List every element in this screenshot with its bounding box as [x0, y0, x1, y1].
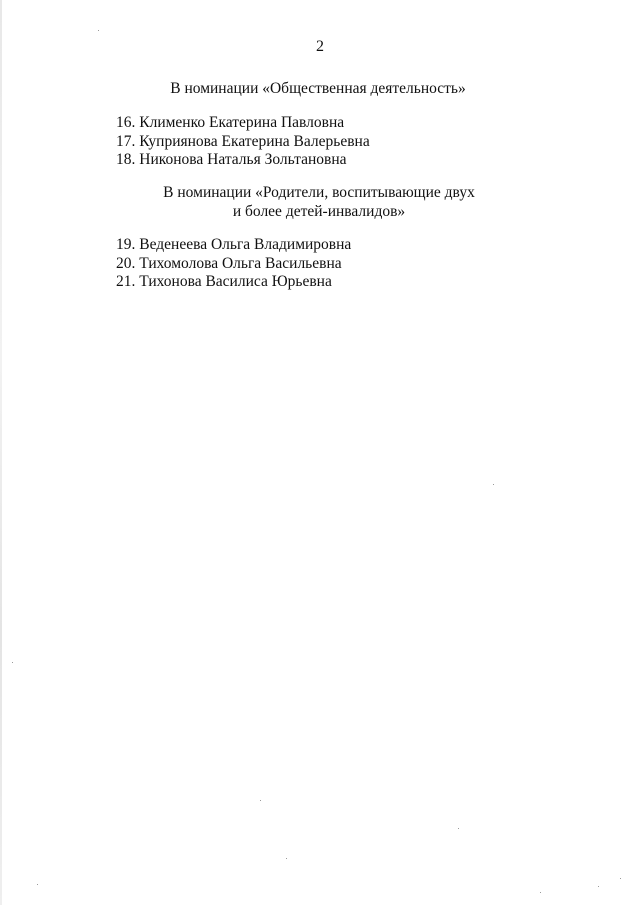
page-number: 2	[316, 38, 324, 55]
nominee-name: Куприянова Екатерина Валерьевна	[139, 132, 370, 150]
item-number: 16.	[116, 114, 136, 131]
nominee-list-parents	[116, 236, 351, 292]
scan-speck	[286, 858, 287, 859]
nominee-name: Веденеева Ольга Владимировна	[139, 236, 352, 253]
nomination-heading-public-activity	[0, 79, 638, 98]
list-item	[116, 273, 351, 292]
item-number: 17.	[116, 132, 136, 150]
scan-speck	[260, 800, 261, 801]
item-number: 18.	[116, 151, 136, 168]
scan-edge	[0, 0, 2, 905]
scan-speck	[98, 30, 99, 31]
scan-speck	[598, 886, 599, 887]
list-item	[116, 151, 370, 170]
heading-line: В номинации «Общественная деятельность»	[170, 80, 466, 97]
nominee-list-public-activity	[116, 114, 370, 170]
nominee-name: Никонова Наталья Зольтановна	[139, 151, 347, 168]
list-item	[116, 114, 370, 133]
heading-line: и более детей-инвалидов»	[232, 203, 406, 220]
item-number: 21.	[116, 273, 136, 290]
list-item	[116, 236, 351, 255]
item-number: 20.	[116, 254, 136, 272]
nominee-name: Тихонова Василиса Юрьевна	[139, 273, 332, 290]
item-number: 19.	[116, 236, 136, 253]
scan-speck	[620, 878, 621, 879]
scan-speck	[37, 884, 38, 885]
nomination-heading-parents	[0, 183, 639, 221]
nominee-name: Клименко Екатерина Павловна	[139, 114, 345, 131]
scan-speck	[540, 892, 541, 893]
list-item	[116, 133, 370, 152]
nominee-name: Тихомолова Ольга Васильевна	[139, 254, 342, 272]
heading-line: В номинации «Родители, воспитывающие двух	[163, 184, 475, 201]
scan-speck	[493, 484, 494, 485]
scan-speck	[12, 662, 13, 663]
list-item	[116, 255, 351, 274]
scan-speck	[458, 828, 459, 829]
